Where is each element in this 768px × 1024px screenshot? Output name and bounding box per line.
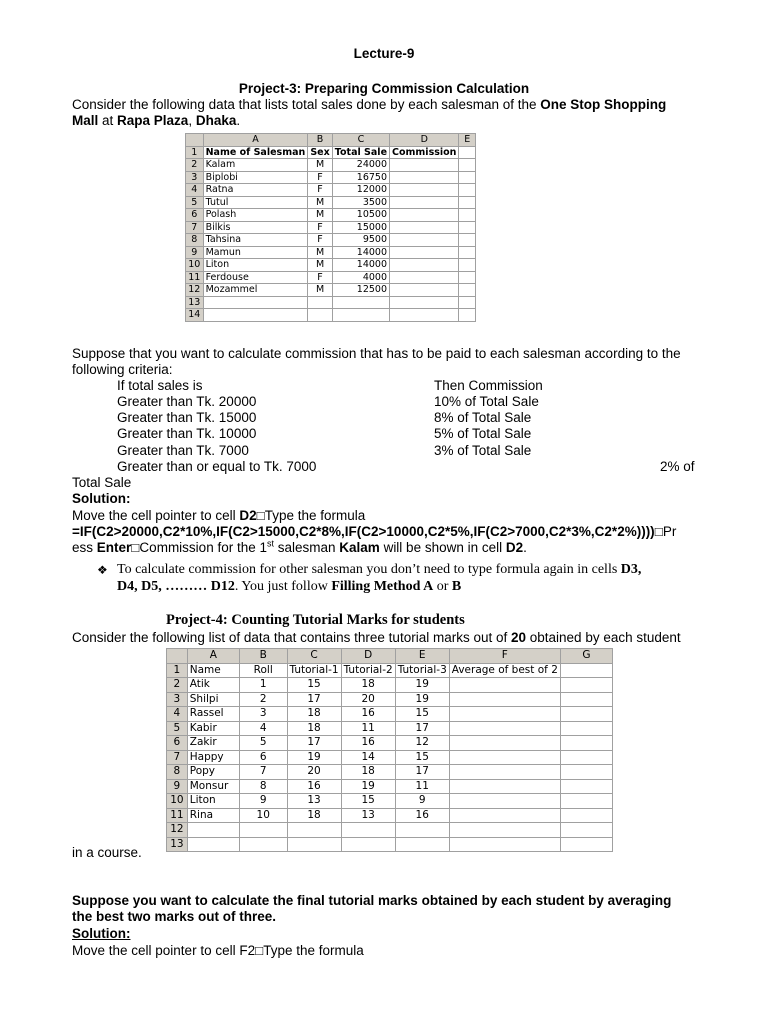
table-cell: 10500 (332, 209, 389, 222)
table-cell: Tutorial-3 (395, 663, 449, 678)
project4-title: Project-4: Counting Tutorial Marks for students (166, 612, 465, 628)
table-cell (390, 171, 459, 184)
table-cell (459, 146, 476, 159)
table-cell (560, 736, 612, 751)
table-cell: 17 (395, 765, 449, 780)
table-row (167, 721, 613, 736)
table-cell (560, 678, 612, 693)
table-cell: Kalam (203, 159, 308, 172)
sol-text: will be shown in cell (379, 540, 506, 555)
criteria-rate: 3% of Total Sale (434, 443, 532, 458)
table-cell: Ferdouse (203, 271, 308, 284)
table-cell (449, 779, 560, 794)
place-name: Rapa Plaza (117, 113, 189, 128)
table-cell (449, 736, 560, 751)
table-cell: 15 (341, 794, 395, 809)
table-cell (459, 296, 476, 309)
table-cell (390, 196, 459, 209)
table-cell (390, 159, 459, 172)
table-cell (560, 794, 612, 809)
table-cell (390, 184, 459, 197)
row-number: 14 (186, 309, 204, 322)
table-cell: Popy (187, 765, 239, 780)
table-cell (459, 271, 476, 284)
table-cell (449, 808, 560, 823)
table-cell (459, 221, 476, 234)
row-number: 12 (167, 823, 188, 838)
table-cell: 15 (287, 678, 341, 693)
table-cell (560, 692, 612, 707)
table-cell: 18 (287, 808, 341, 823)
criteria-cond: Greater than Tk. 20000 (117, 394, 257, 409)
filling-method: Filling Method A (331, 579, 434, 594)
criteria-rate-last-cont: Total Sale (72, 475, 132, 490)
row-number: 9 (167, 779, 188, 794)
project4-solution-label: Solution: (72, 926, 131, 941)
row-number: 2 (167, 678, 188, 693)
table-cell: 18 (341, 678, 395, 693)
table-cell: Monsur (187, 779, 239, 794)
bullet-line2 (117, 579, 461, 595)
table-cell: Roll (239, 663, 287, 678)
project3-title: Project-3: Preparing Commission Calculation (238, 81, 530, 96)
city-name: Dhaka (195, 113, 237, 128)
enter-key: Enter (96, 540, 132, 555)
intro-text: obtained by each student (526, 630, 681, 645)
table-cell: 3 (239, 707, 287, 722)
table-cell (341, 823, 395, 838)
table-cell: Mamun (203, 246, 308, 259)
table-cell: 18 (287, 721, 341, 736)
table-cell: F (308, 234, 333, 247)
table-cell: Biplobi (203, 171, 308, 184)
table-cell: 14 (341, 750, 395, 765)
table-cell: 16 (287, 779, 341, 794)
column-header: C (332, 134, 389, 147)
mall-name: One Stop Shopping (540, 97, 667, 112)
table-cell (390, 221, 459, 234)
table-row (186, 284, 476, 297)
table-cell (390, 259, 459, 272)
column-header: G (560, 649, 612, 664)
table-cell (459, 246, 476, 259)
column-header: B (308, 134, 333, 147)
table-cell (459, 234, 476, 247)
table-cell (308, 296, 333, 309)
table-cell (341, 837, 395, 852)
table-row (186, 234, 476, 247)
row-number: 8 (186, 234, 204, 247)
table-cell: 19 (395, 692, 449, 707)
table-row (167, 765, 613, 780)
table-cell: 11 (395, 779, 449, 794)
column-header: D (390, 134, 459, 147)
table-cell (390, 296, 459, 309)
corner-cell (186, 134, 204, 147)
table-row (167, 779, 613, 794)
table-cell: 24000 (332, 159, 389, 172)
bullet-diamond-icon: ❖ (97, 563, 108, 577)
row-number: 11 (186, 271, 204, 284)
table-cell: 16 (341, 736, 395, 751)
table-cell (203, 296, 308, 309)
table-cell (560, 750, 612, 765)
table-cell (239, 837, 287, 852)
table-cell: M (308, 259, 333, 272)
table-cell (459, 159, 476, 172)
table-cell: Polash (203, 209, 308, 222)
table-cell: 9 (395, 794, 449, 809)
table-cell (187, 837, 239, 852)
table-row (167, 823, 613, 838)
corner-cell (167, 649, 188, 664)
table-cell (390, 246, 459, 259)
table-cell: Sex (308, 146, 333, 159)
table-cell (459, 171, 476, 184)
table-cell: Atik (187, 678, 239, 693)
criteria-rate-last: 2% of (660, 459, 695, 474)
column-header: B (239, 649, 287, 664)
superscript: st (266, 538, 274, 549)
table-cell: 18 (287, 707, 341, 722)
table-cell: Tutorial-1 (287, 663, 341, 678)
table-cell: 15000 (332, 221, 389, 234)
table-cell: 12500 (332, 284, 389, 297)
table-cell (459, 259, 476, 272)
table-cell: Rassel (187, 707, 239, 722)
row-number: 5 (167, 721, 188, 736)
table-cell: 6 (239, 750, 287, 765)
column-header: A (187, 649, 239, 664)
table-row (167, 808, 613, 823)
table-row (167, 692, 613, 707)
bullet-text: or (433, 579, 452, 594)
criteria-rate: 5% of Total Sale (434, 426, 532, 441)
table-cell (459, 209, 476, 222)
table-cell: 7 (239, 765, 287, 780)
table-cell: 3500 (332, 196, 389, 209)
criteria-cond-last: Greater than or equal to Tk. 7000 (117, 459, 317, 474)
intro-text: Consider the following data that lists total sales done by each salesman of the (72, 97, 541, 112)
table-cell (390, 284, 459, 297)
table-cell (449, 721, 560, 736)
table-cell (560, 823, 612, 838)
table-cell (395, 823, 449, 838)
table-cell: 4000 (332, 271, 389, 284)
table-row (167, 707, 613, 722)
table-cell (560, 663, 612, 678)
table-cell (449, 765, 560, 780)
table-cell (287, 823, 341, 838)
max-marks: 20 (510, 630, 527, 645)
criteria-header-left: If total sales is (117, 378, 203, 393)
table-cell: 16 (341, 707, 395, 722)
table-row (167, 837, 613, 852)
column-header: E (395, 649, 449, 664)
salesman-name: Kalam (339, 540, 380, 555)
table-cell: Average of best of 2 (449, 663, 560, 678)
table-cell (390, 209, 459, 222)
table-cell: 9500 (332, 234, 389, 247)
table-cell: Zakir (187, 736, 239, 751)
table-row (186, 209, 476, 222)
table-cell (560, 808, 612, 823)
table-row (186, 221, 476, 234)
table-row (186, 259, 476, 272)
criteria-rate: 10% of Total Sale (434, 394, 539, 409)
table-cell (449, 794, 560, 809)
table-cell: 1 (239, 678, 287, 693)
table-cell: Name (187, 663, 239, 678)
table-cell: 11 (341, 721, 395, 736)
table-cell (287, 837, 341, 852)
table-cell: Total Sale (332, 146, 389, 159)
sol-text: . (523, 540, 527, 555)
column-header: C (287, 649, 341, 664)
cell-refs: D4, D5, ……… D12 (117, 579, 235, 594)
table-cell: 9 (239, 794, 287, 809)
row-number: 13 (186, 296, 204, 309)
column-header: A (203, 134, 308, 147)
bullet-text: . You just follow (234, 579, 332, 594)
criteria-intro-line1: Suppose that you want to calculate commission that has to be paid to each salesman according to the (72, 346, 681, 361)
table-cell: 15 (395, 750, 449, 765)
cell-ref: D2 (505, 540, 524, 555)
table-cell: 14000 (332, 259, 389, 272)
table-cell (560, 707, 612, 722)
criteria-cond: Greater than Tk. 10000 (117, 426, 257, 441)
tutorial-spreadsheet (166, 648, 613, 852)
intro-end: . (236, 113, 241, 128)
table-cell: Ratna (203, 184, 308, 197)
table-row (167, 736, 613, 751)
row-number: 5 (186, 196, 204, 209)
mall-name-cont: Mall (72, 113, 99, 128)
row-number: 6 (167, 736, 188, 751)
table-cell: 4 (239, 721, 287, 736)
table-row (186, 159, 476, 172)
column-header: E (459, 134, 476, 147)
table-cell: 12000 (332, 184, 389, 197)
table-cell: 17 (287, 736, 341, 751)
table-cell: Tahsina (203, 234, 308, 247)
row-number: 7 (186, 221, 204, 234)
table-cell: 17 (287, 692, 341, 707)
table-cell: 19 (395, 678, 449, 693)
table-cell (390, 309, 459, 322)
column-header: F (449, 649, 560, 664)
table-cell: F (308, 271, 333, 284)
table-row (167, 794, 613, 809)
sol-text: □Type the formula (256, 508, 366, 523)
table-cell: Tutul (203, 196, 308, 209)
table-row (167, 663, 613, 678)
table-cell: 16 (395, 808, 449, 823)
criteria-cond: Greater than Tk. 7000 (117, 443, 249, 458)
table-cell: 18 (341, 765, 395, 780)
row-number: 10 (167, 794, 188, 809)
table-cell: F (308, 221, 333, 234)
table-row (167, 750, 613, 765)
table-cell: 20 (341, 692, 395, 707)
table-cell (239, 823, 287, 838)
table-cell (395, 837, 449, 852)
table-cell (449, 837, 560, 852)
table-cell: M (308, 196, 333, 209)
sol-text: □Commission for the 1 (131, 540, 267, 555)
table-cell: Kabir (187, 721, 239, 736)
table-cell: 19 (341, 779, 395, 794)
sol-text: □Pr (654, 524, 677, 539)
row-number: 2 (186, 159, 204, 172)
sol-text: Move the cell pointer to cell (72, 508, 240, 523)
table-row (186, 196, 476, 209)
project4-intro-tail: in a course. (72, 845, 142, 860)
table-cell: Happy (187, 750, 239, 765)
project3-intro-line2 (72, 113, 240, 129)
table-cell: M (308, 246, 333, 259)
commission-formula: =IF(C2>20000,C2*10%,IF(C2>15000,C2*8%,IF(C2>10000,C2*5%,IF(C2>7000,C2*3%,C2*2%)))) (72, 524, 655, 539)
intro-comma: , (188, 113, 196, 128)
table-cell (560, 721, 612, 736)
table-cell: 19 (287, 750, 341, 765)
criteria-rate: 8% of Total Sale (434, 410, 532, 425)
table-cell: Bilkis (203, 221, 308, 234)
table-cell: 5 (239, 736, 287, 751)
salesman-spreadsheet (185, 133, 476, 322)
row-number: 3 (186, 171, 204, 184)
project3-intro-line1 (72, 97, 666, 113)
table-cell (203, 309, 308, 322)
bullet-line1 (117, 562, 641, 578)
row-number: 4 (186, 184, 204, 197)
table-row (186, 309, 476, 322)
table-row (186, 184, 476, 197)
table-cell: 20 (287, 765, 341, 780)
column-header: D (341, 649, 395, 664)
table-cell: M (308, 159, 333, 172)
table-cell: 16750 (332, 171, 389, 184)
table-cell: 2 (239, 692, 287, 707)
table-cell (308, 309, 333, 322)
row-number: 3 (167, 692, 188, 707)
project4-intro (72, 630, 681, 646)
table-cell: F (308, 184, 333, 197)
bullet-text: To calculate commission for other salesman you don’t need to type formula again in cells (117, 562, 621, 577)
table-cell (390, 271, 459, 284)
table-cell (449, 692, 560, 707)
solution-line1 (72, 508, 365, 524)
table-cell: Mozammel (203, 284, 308, 297)
row-number: 10 (186, 259, 204, 272)
table-cell: F (308, 171, 333, 184)
table-cell (560, 765, 612, 780)
table-cell (449, 750, 560, 765)
table-cell: 12 (395, 736, 449, 751)
row-number: 12 (186, 284, 204, 297)
table-cell (560, 837, 612, 852)
table-cell: M (308, 209, 333, 222)
table-cell: Liton (187, 794, 239, 809)
table-cell: 15 (395, 707, 449, 722)
table-row (186, 296, 476, 309)
table-cell: 10 (239, 808, 287, 823)
table-cell (459, 309, 476, 322)
table-cell (449, 678, 560, 693)
solution-label: Solution: (72, 491, 131, 506)
row-number: 1 (186, 146, 204, 159)
table-row (186, 271, 476, 284)
table-cell (332, 296, 389, 309)
intro-text: Consider the following list of data that contains three tutorial marks out of (72, 630, 511, 645)
project4-suppose-line2: the best two marks out of three. (72, 909, 277, 924)
table-cell (187, 823, 239, 838)
sol-text: salesman (274, 540, 340, 555)
table-cell: 8 (239, 779, 287, 794)
table-cell: Shilpi (187, 692, 239, 707)
criteria-header-right: Then Commission (434, 378, 543, 393)
table-cell (560, 779, 612, 794)
column-header-row (167, 649, 613, 664)
table-row (186, 246, 476, 259)
sol-text: ess (72, 540, 97, 555)
table-cell: Commission (390, 146, 459, 159)
table-cell: Rina (187, 808, 239, 823)
table-cell (459, 284, 476, 297)
table-cell: Tutorial-2 (341, 663, 395, 678)
row-number: 9 (186, 246, 204, 259)
table-cell: Name of Salesman (203, 146, 308, 159)
criteria-intro-line2: following criteria: (72, 362, 173, 377)
lecture-title: Lecture-9 (353, 46, 415, 61)
table-cell (332, 309, 389, 322)
table-cell: 13 (341, 808, 395, 823)
table-cell: M (308, 284, 333, 297)
cell-ref: D3, (620, 562, 642, 577)
row-number: 7 (167, 750, 188, 765)
row-number: 1 (167, 663, 188, 678)
table-cell: 17 (395, 721, 449, 736)
table-cell (390, 234, 459, 247)
row-number: 4 (167, 707, 188, 722)
row-number: 11 (167, 808, 188, 823)
filling-method: B (451, 579, 462, 594)
table-cell: 13 (287, 794, 341, 809)
table-cell (459, 196, 476, 209)
table-cell (449, 823, 560, 838)
table-cell: 14000 (332, 246, 389, 259)
row-number: 6 (186, 209, 204, 222)
row-number: 13 (167, 837, 188, 852)
cell-ref: D2 (239, 508, 257, 523)
table-cell (459, 184, 476, 197)
table-row (186, 146, 476, 159)
intro-at: at (98, 113, 118, 128)
table-row (167, 678, 613, 693)
column-header-row (186, 134, 476, 147)
project4-solution-line: Move the cell pointer to cell F2□Type the formula (72, 943, 364, 958)
project4-suppose-line1: Suppose you want to calculate the final tutorial marks obtained by each student by averaging (72, 893, 672, 908)
table-cell: Liton (203, 259, 308, 272)
table-row (186, 171, 476, 184)
criteria-cond: Greater than Tk. 15000 (117, 410, 257, 425)
row-number: 8 (167, 765, 188, 780)
solution-formula-line (72, 524, 676, 540)
table-cell (449, 707, 560, 722)
solution-line3 (72, 540, 527, 556)
